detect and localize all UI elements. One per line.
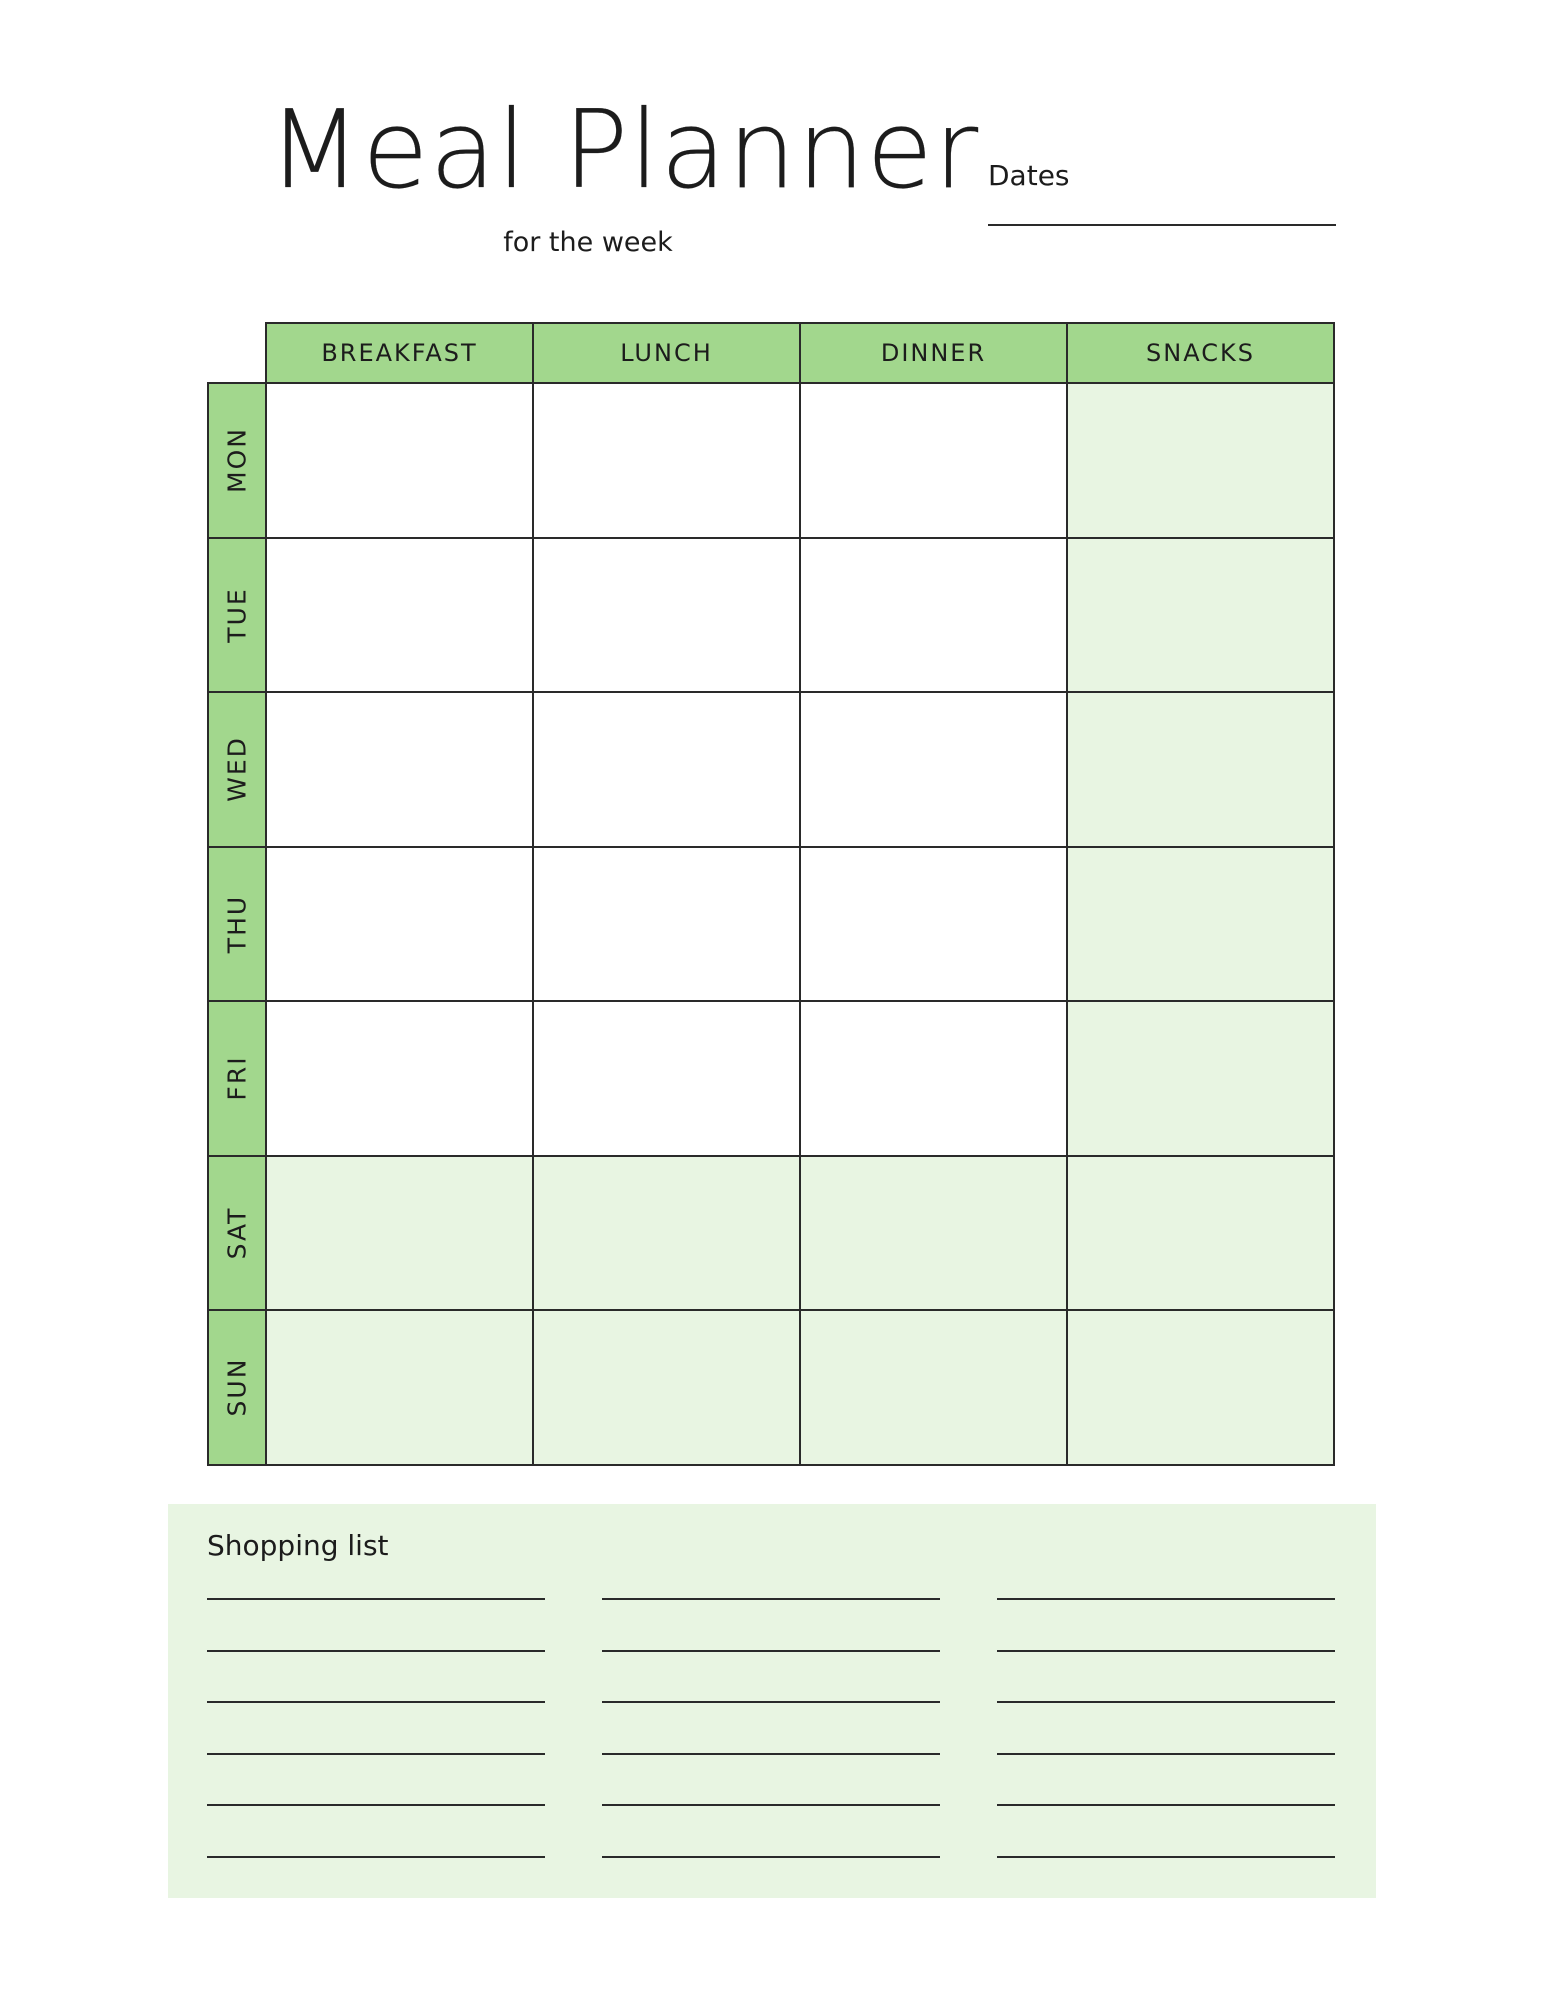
meal-cell-fri-dinner[interactable]: [799, 1000, 1068, 1157]
shopping-list-line[interactable]: [207, 1856, 545, 1858]
column-header-breakfast: BREAKFAST: [265, 322, 534, 384]
meal-cell-sun-breakfast[interactable]: [265, 1309, 534, 1466]
shopping-list-line[interactable]: [997, 1856, 1335, 1858]
row-header-sat: [207, 1155, 267, 1312]
column-header-lunch: LUNCH: [532, 322, 801, 384]
meal-cell-thu-breakfast[interactable]: [265, 846, 534, 1003]
row-header-sun: [207, 1309, 267, 1466]
shopping-list-line[interactable]: [602, 1753, 940, 1755]
day-label: SAT: [222, 1206, 252, 1260]
row-header-thu: [207, 846, 267, 1003]
day-label: THU: [222, 894, 252, 953]
day-label: WED: [222, 736, 252, 803]
row-header-tue: [207, 537, 267, 694]
day-label: TUE: [222, 587, 252, 643]
shopping-list-line[interactable]: [602, 1804, 940, 1806]
shopping-list-line[interactable]: [997, 1753, 1335, 1755]
row-header-wed: [207, 691, 267, 848]
row-header-mon: [207, 382, 267, 539]
day-label: FRI: [222, 1055, 252, 1101]
meal-cell-fri-breakfast[interactable]: [265, 1000, 534, 1157]
meal-grid: [207, 322, 1336, 1468]
meal-cell-wed-lunch[interactable]: [532, 691, 801, 848]
meal-cell-sun-snacks[interactable]: [1066, 1309, 1335, 1466]
meal-cell-thu-lunch[interactable]: [532, 846, 801, 1003]
meal-cell-sun-lunch[interactable]: [532, 1309, 801, 1466]
meal-cell-wed-snacks[interactable]: [1066, 691, 1335, 848]
shopping-list-panel: [168, 1504, 1376, 1898]
meal-cell-sat-lunch[interactable]: [532, 1155, 801, 1312]
meal-cell-thu-dinner[interactable]: [799, 846, 1068, 1003]
shopping-list-line[interactable]: [602, 1701, 940, 1703]
shopping-list-line[interactable]: [207, 1804, 545, 1806]
meal-cell-sat-breakfast[interactable]: [265, 1155, 534, 1312]
column-header-snacks: SNACKS: [1066, 322, 1335, 384]
shopping-list-line[interactable]: [602, 1598, 940, 1600]
meal-cell-sat-snacks[interactable]: [1066, 1155, 1335, 1312]
meal-cell-mon-snacks[interactable]: [1066, 382, 1335, 539]
meal-cell-sat-dinner[interactable]: [799, 1155, 1068, 1312]
shopping-list-line[interactable]: [602, 1650, 940, 1652]
shopping-list-line[interactable]: [997, 1804, 1335, 1806]
meal-cell-tue-dinner[interactable]: [799, 537, 1068, 694]
day-label: SUN: [222, 1357, 252, 1417]
meal-cell-tue-lunch[interactable]: [532, 537, 801, 694]
meal-cell-tue-breakfast[interactable]: [265, 537, 534, 694]
shopping-list-line[interactable]: [602, 1856, 940, 1858]
meal-cell-mon-dinner[interactable]: [799, 382, 1068, 539]
meal-cell-thu-snacks[interactable]: [1066, 846, 1335, 1003]
column-header-dinner: DINNER: [799, 322, 1068, 384]
day-label: MON: [222, 427, 252, 494]
meal-cell-wed-dinner[interactable]: [799, 691, 1068, 848]
shopping-list-line[interactable]: [207, 1753, 545, 1755]
shopping-list-line[interactable]: [997, 1598, 1335, 1600]
meal-cell-mon-lunch[interactable]: [532, 382, 801, 539]
meal-cell-wed-breakfast[interactable]: [265, 691, 534, 848]
meal-cell-mon-breakfast[interactable]: [265, 382, 534, 539]
row-header-fri: [207, 1000, 267, 1157]
meal-cell-fri-lunch[interactable]: [532, 1000, 801, 1157]
shopping-list-line[interactable]: [997, 1701, 1335, 1703]
shopping-list-title: Shopping list: [207, 1529, 389, 1562]
meal-cell-fri-snacks[interactable]: [1066, 1000, 1335, 1157]
shopping-list-line[interactable]: [207, 1650, 545, 1652]
dates-label: Dates: [988, 159, 1070, 192]
shopping-list-line[interactable]: [997, 1650, 1335, 1652]
shopping-list-line[interactable]: [207, 1598, 545, 1600]
meal-cell-sun-dinner[interactable]: [799, 1309, 1068, 1466]
dates-line[interactable]: [988, 224, 1336, 226]
page-subtitle: for the week: [503, 227, 673, 258]
shopping-list-line[interactable]: [207, 1701, 545, 1703]
page-title: Meal Planner: [268, 88, 980, 213]
meal-cell-tue-snacks[interactable]: [1066, 537, 1335, 694]
